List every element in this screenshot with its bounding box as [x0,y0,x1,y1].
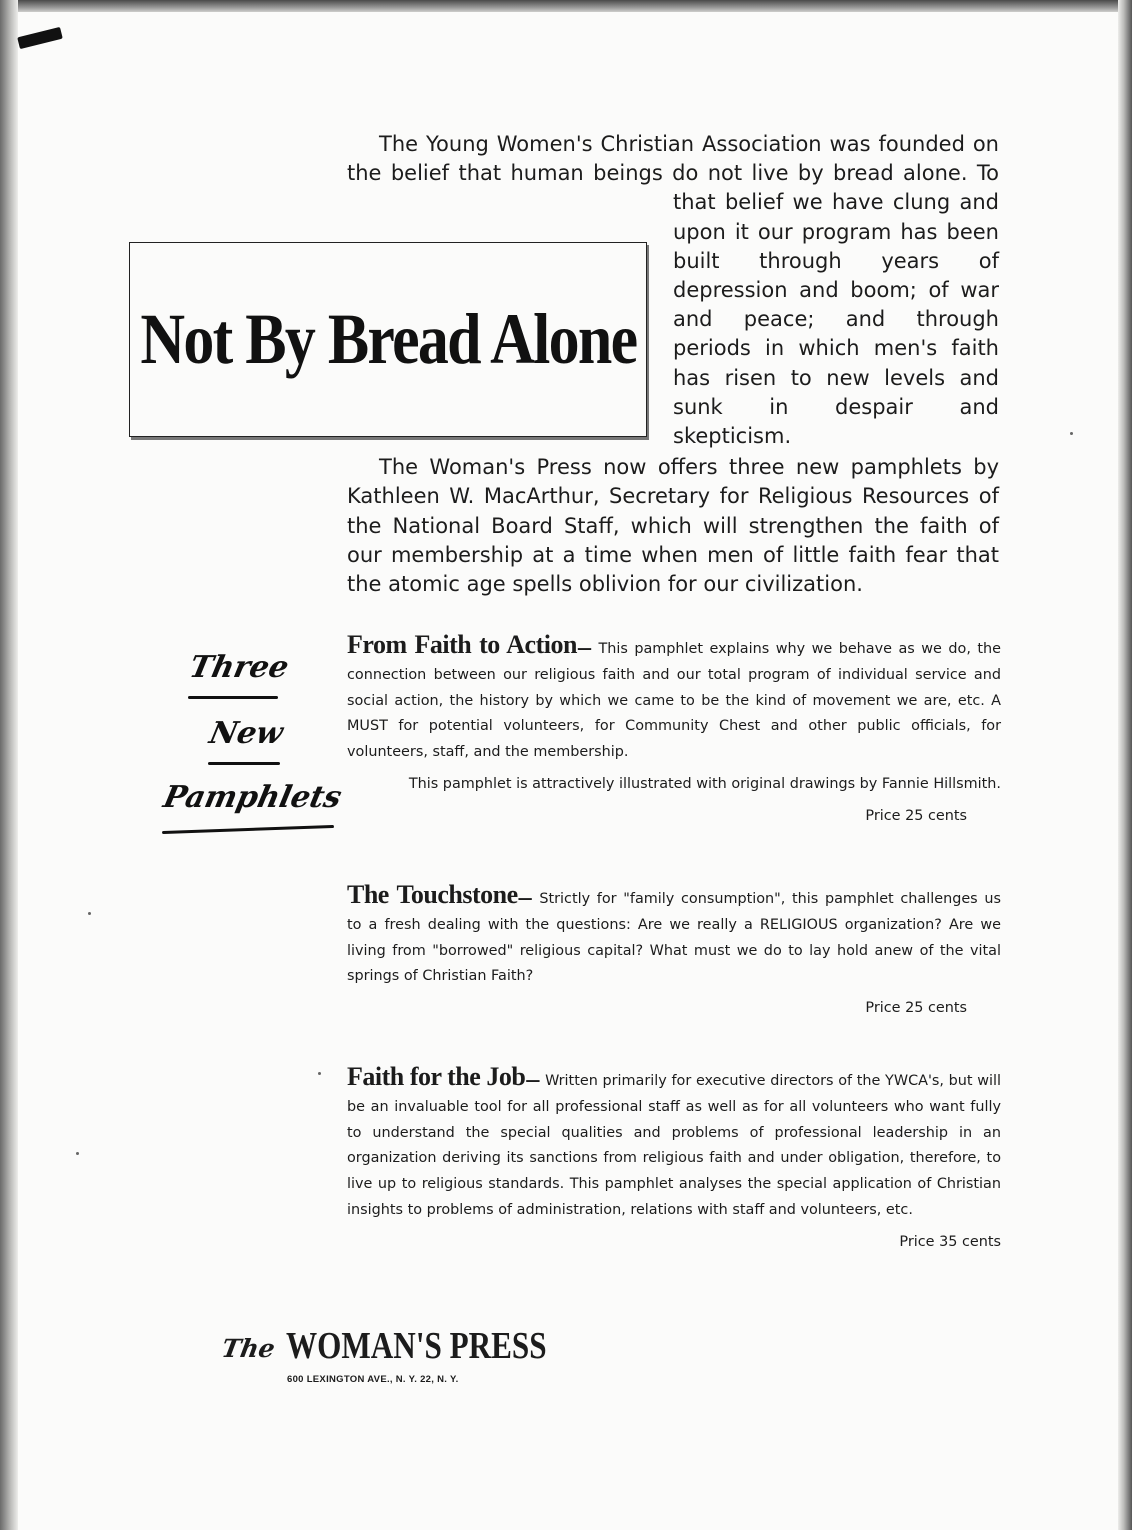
pamphlet-1-note: This pamphlet is attractively illustrated with original drawings by Fannie Hillsmith. [408,775,1001,792]
pamphlet-1-title: From Faith to Action [347,630,577,659]
pamphlet-1-price: Price 25 cents [865,807,967,824]
pamphlet-3-title: Faith for the Job [347,1062,526,1091]
pamphlet-3-dash: — [525,1071,541,1089]
scan-speck [1070,432,1073,435]
pamphlet-entry-1 [347,632,1001,830]
page-title: Not By Bread Alone [140,299,636,379]
side-heading-word-3: Pamphlets [160,780,345,815]
pamphlet-entry-3 [347,1064,1001,1256]
corner-mark [17,27,63,49]
publisher-mark [220,1318,560,1398]
side-heading-word-2: New [206,716,287,751]
pamphlet-2-price: Price 25 cents [865,1000,967,1017]
pamphlet-1-description: This pamphlet explains why we behave as we do, the connection between our religious faith and our total program of individual service and social action, the history by which we came to be the kind of movement we are, etc. A MUST for potential volunteers, for Community Chest and other public officials, for volunteers, staff, and the membership. [347,641,1001,761]
pamphlet-entry-2 [347,882,1001,1022]
intro-paragraph-2: The Woman's Press now offers three new pamphlets by Kathleen W. MacArthur, Secretary for Religious Resources of the National Board Staff, which will strengthen the faith of our membership at a time when men of little faith fear that the atomic age spells oblivion for our civilization. [347,455,999,597]
pamphlet-2-body [347,882,1001,990]
pamphlet-3-price: Price 35 cents [899,1233,1001,1250]
side-heading [158,648,348,848]
document-page [18,12,1118,1530]
pamphlet-1-body [347,632,1001,766]
side-heading-word-1: Three [186,650,292,685]
pamphlet-3-description: Written primarily for executive directors of the YWCA's, but will be an invaluable tool for all professional staff as well as for all volunteers who want fully to understand the special qualities and problems of professional leadership in an organization deriving its sanctions from religious faith and under obligation, therefore, to live up to religious standards. This pamphlet analyses the special application of Christian insights to problems of administration, relations with staff and volunteers, etc. [347,1073,1002,1218]
side-heading-rule-3 [162,825,334,834]
pamphlet-1-dash: — [576,639,592,657]
scan-speck [318,1072,321,1075]
side-heading-rule-1 [188,696,278,699]
publisher-address: 600 LEXINGTON AVE., N. Y. 22, N. Y. [287,1374,459,1385]
intro-paragraph-1-text: The Young Women's Christian Association was founded on the belief that human beings do not live by bread alone. To that belief we have clung and upon it our program has been built through years of depression and boom; of war and peace; and through periods in which men's faith has risen to new levels and sunk in despair and skepticism. [347,132,999,449]
side-heading-rule-2 [208,762,280,765]
pamphlet-2-dash: — [517,889,533,907]
scan-edge-right [1118,0,1132,1530]
publisher-the: The [219,1334,278,1363]
scan-edge-left [0,0,18,1530]
pamphlet-3-body [347,1064,1001,1224]
publisher-name: WOMAN'S PRESS [286,1325,547,1367]
scan-speck [76,1152,79,1155]
title-box [129,242,647,437]
scan-speck [88,912,91,915]
pamphlet-2-title: The Touchstone [347,880,518,909]
pamphlet-2-description: Strictly for "family consumption", this pamphlet challenges us to a fresh dealing with the questions: Are we really a RELIGIOUS organization? Are we living from "borrowed" religious capital? What must we do to lay hold anew of the vital springs of Christian Faith? [347,891,1001,985]
